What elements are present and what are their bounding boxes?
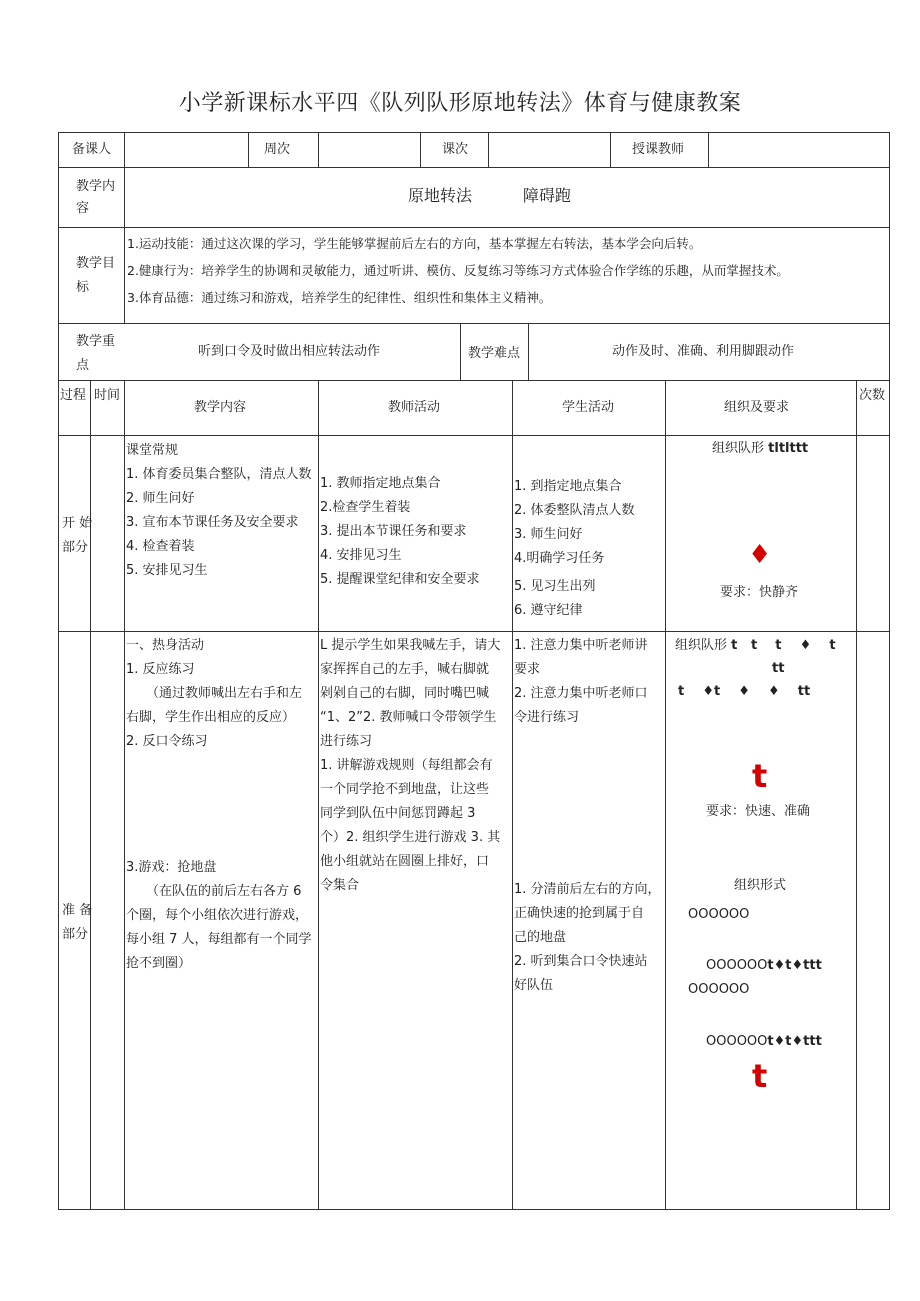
list-item: 每小组 7 人，每组都有一个同学 [126,932,312,947]
list-item: （在队伍的前后左右各方 6 [146,884,302,899]
org-label: 组织队形 [712,441,765,456]
org-label: 组织队形 [675,638,728,653]
prep-student-1 [514,634,648,730]
list-item: 5. 安排见习生 [126,563,208,578]
goals-list [127,230,789,311]
col-process: 过程 [60,388,87,403]
difficulty-value: 动作及时、准确、利用脚跟动作 [612,344,795,359]
circle-row: OOOOOO [688,982,750,997]
list-item: 3. 提出本节课任务和要求 [320,524,467,539]
circle-group: OOOOOO [706,1034,768,1049]
list-item: 同学到队伍中间惩罚蹲起 3 [320,806,476,821]
preparer-label: 备课人 [72,142,112,157]
list-item: 5. 见习生出列 [514,579,596,594]
prep-org2-label: 组织形式 [734,878,787,893]
list-item: L 提示学生如果我喊左手，请大 [320,638,501,653]
list-item: 令进行练习 [514,710,580,725]
list-item: 好队伍 [514,978,554,993]
circle-group: OOOOOO [706,958,768,973]
circle-row: OOOOOO [688,907,750,922]
list-item: 2.检查学生着装 [320,500,411,515]
list-item: 2. 师生问好 [126,491,195,506]
list-item: 5. 提醒课堂纪律和安全要求 [320,572,480,587]
start-student [514,475,635,623]
prep-student-2 [514,878,661,998]
list-item: 个圈，每个小组依次进行游戏， [126,908,309,923]
col-time: 时间 [94,388,121,403]
goal-item: 2.健康行为：培养学生的协调和灵敏能力，通过听讲、模仿、反复练习等练习方式体验合作学练的乐趣，从而掌握技术。 [127,263,789,278]
org-glyphs: tltlttt [768,441,809,456]
diamond-icon: ♦ [748,540,772,570]
list-item: 1. 体育委员集合整队，清点人数 [126,467,312,482]
org-row: tt [772,661,785,676]
prep-content [126,634,302,754]
prep-label-line: 部分 [62,927,89,942]
list-item: 4.明确学习任务 [514,551,605,566]
goal-item: 3.体育品德：通过练习和游戏，培养学生的纪律性、组织性和集体主义精神。 [127,290,552,305]
list-item: 令集合 [320,878,360,893]
list-item: 1. 讲解游戏规则（每组都会有 [320,758,493,773]
circle-row [706,1030,822,1054]
goals-label-line: 教学目 [76,256,116,271]
prep-label [62,899,92,947]
week-label: 周次 [264,142,291,157]
list-item: 剁剁自己的右脚，同时嘴巴喊 [320,686,490,701]
prep-org-formation [675,634,836,658]
page-title: 小学新课标水平四《队列队形原地转法》体育与健康教案 [178,91,742,116]
org-row: t t t ♦ t [731,638,836,653]
col-org: 组织及要求 [724,400,790,415]
goals-label [76,252,115,300]
start-content [126,439,312,583]
list-item: 他小组就站在圆圈上排好，口 [320,854,490,869]
list-item: 3.游戏：抢地盘 [126,860,217,875]
list-item: 一个同学抢不到地盘，让这些 [320,782,490,797]
list-item: 己的地盘 [514,930,567,945]
list-item: （通过教师喊出左右手和左 [146,686,303,701]
teacher-label: 授课教师 [632,142,685,157]
content-value: 原地转法 障碍跑 [408,186,571,205]
circle-row [706,954,822,978]
list-item: 1. 注意力集中听老师讲 [514,638,648,653]
list-item: 1. 到指定地点集合 [514,479,622,494]
difficulty-label: 教学难点 [468,346,521,361]
content-label-line: 教学内 [76,179,116,194]
list-item: 课堂常规 [126,443,179,458]
col-count: 次数 [859,388,886,403]
key-value: 听到口令及时做出相应转法动作 [198,344,381,359]
list-item: 3. 师生问好 [514,527,583,542]
list-item: 2. 注意力集中听老师口 [514,686,648,701]
goal-item: 1.运动技能：通过这次课的学习，学生能够掌握前后左右的方向，基本掌握左右转法，基本学会向后转。 [127,236,702,251]
list-item: “1、2”2. 教师喊口令带领学生 [320,710,497,725]
list-item: 进行练习 [320,734,373,749]
list-item: 4. 安排见习生 [320,548,402,563]
list-item: 3. 宣布本节课任务及安全要求 [126,515,299,530]
content-label [76,176,115,220]
team-glyphs: t♦t♦ttt [767,1034,822,1049]
prep-org-req: 要求：快速、准确 [706,804,811,819]
org-row: t ♦t ♦ ♦ tt [678,684,811,699]
col-teacher: 教师活动 [388,400,441,415]
list-item: 个）2. 组织学生进行游戏 3. 其 [320,830,501,845]
list-item: 2. 体委整队清点人数 [514,503,635,518]
team-glyphs: t♦t♦ttt [767,958,822,973]
teacher-marker-icon: t [752,757,768,795]
start-label [62,512,92,560]
content-label-line: 容 [76,201,90,216]
start-org-req: 要求：快静齐 [720,585,799,600]
list-item: 6. 遵守纪律 [514,603,583,618]
list-item: 要求 [514,662,541,677]
key-label-line: 点 [76,358,90,373]
start-teacher [320,472,480,592]
prep-label-line: 准 备 [62,903,93,918]
start-label-line: 开 始 [62,516,93,531]
start-org-formation [712,437,808,461]
list-item: 2. 反口令练习 [126,734,208,749]
prep-teacher [320,634,500,898]
list-item: 1. 反应练习 [126,662,195,677]
lesson-label: 课次 [442,142,469,157]
list-item: 2. 听到集合口令快速站 [514,954,648,969]
list-item: 家挥挥自己的左手，喊右脚就 [320,662,490,677]
col-student: 学生活动 [562,400,615,415]
list-item: 抢不到圈） [126,956,192,971]
prep-game [126,856,312,976]
list-item: 右脚，学生作出相应的反应） [126,710,296,725]
col-content: 教学内容 [194,400,247,415]
list-item: 1. 教师指定地点集合 [320,476,441,491]
list-item: 4. 检查着装 [126,539,195,554]
key-label-line: 教学重 [76,334,116,349]
start-label-line: 部分 [62,540,89,555]
list-item: 正确快速的抢到属于自 [514,906,645,921]
list-item: 1. 分清前后左右的方向， [514,882,661,897]
key-label [76,330,115,378]
goals-label-line: 标 [76,280,90,295]
list-item: 一、热身活动 [126,638,205,653]
teacher-marker-icon: t [752,1057,768,1095]
